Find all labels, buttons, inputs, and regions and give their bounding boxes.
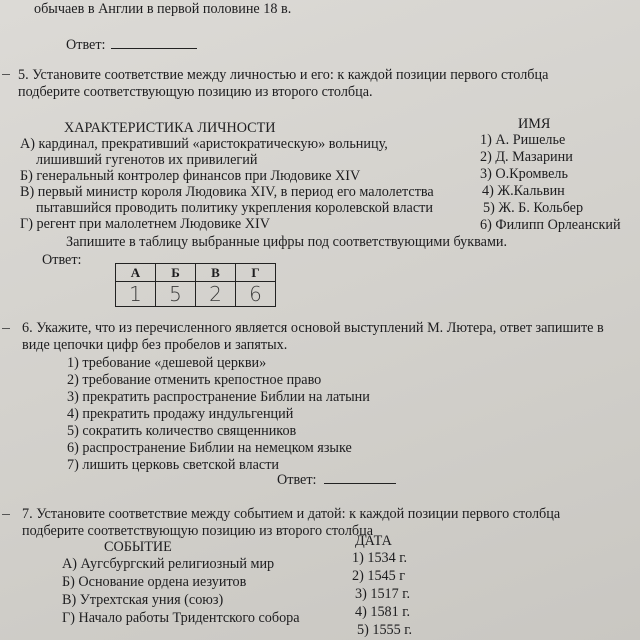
q5-answer-label: Ответ:	[42, 252, 82, 268]
q5-answer-table-header-row	[116, 264, 276, 282]
q6-option: 6) распространение Библии на немецком языке	[67, 440, 352, 456]
q5-answer-cell[interactable]: 1	[116, 282, 156, 307]
q6-prompt-line2: виде цепочки цифр без пробелов и запятых.	[22, 337, 288, 353]
q5-prompt-line1: 5. Установите соответствие между личностью и его: к каждой позиции первого столбца	[18, 67, 549, 83]
q6-option: 5) сократить количество священников	[67, 423, 297, 439]
q6-option: 3) прекратить распространение Библии на латыни	[67, 389, 370, 405]
q5-instruction: Запишите в таблицу выбранные цифры под соответствующими буквами.	[66, 234, 508, 250]
q5-left-line: лишивший гугенотов их привилегий	[36, 152, 258, 168]
q5-answer-cell[interactable]: 6	[236, 282, 276, 307]
q7-date-option: 1) 1534 г.	[352, 550, 408, 566]
q5-answer-cell[interactable]: 5	[156, 282, 196, 307]
q7-prompt-line2: подберите соответствующую позицию из второго столбца	[22, 523, 374, 539]
q5-left-line: пытавшийся проводить политику укрепления королевской власти	[36, 200, 433, 216]
q6-answer-row	[277, 471, 396, 488]
q5-left-line: А) кардинал, прекративший «аристократическую» вольницу,	[20, 136, 388, 152]
intro-line: обычаев в Англии в первой половине 18 в.	[34, 1, 292, 17]
q6-option: 2) требование отменить крепостное право	[67, 372, 322, 388]
q7-left-header: СОБЫТИЕ	[104, 539, 172, 555]
top-answer-label: Ответ:	[66, 37, 106, 53]
q5-table-header: Г	[236, 264, 276, 282]
q5-right-header: ИМЯ	[518, 116, 551, 132]
q7-date-option: 3) 1517 г.	[355, 586, 411, 602]
q5-name-option: 2) Д. Мазарини	[480, 149, 573, 165]
q5-table-header: В	[196, 264, 236, 282]
q7-right-header: ДАТА	[355, 533, 392, 549]
q5-left-line: В) первый министр короля Людовика XIV, в период его малолетства	[20, 184, 434, 200]
q5-name-option: 1) А. Ришелье	[480, 132, 566, 148]
q5-marker	[2, 74, 10, 75]
q7-marker	[2, 514, 10, 515]
q7-date-option: 4) 1581 г.	[355, 604, 411, 620]
q5-answer-cell[interactable]: 2	[196, 282, 236, 307]
q6-answer-blank[interactable]	[324, 471, 396, 484]
q6-marker	[2, 328, 10, 329]
q7-date-option: 2) 1545 г	[352, 568, 406, 584]
q7-event-item: Б) Основание ордена иезуитов	[62, 574, 247, 590]
q5-name-option: 3) О.Кромвель	[480, 166, 568, 182]
q5-left-line: Г) регент при малолетнем Людовике XIV	[20, 216, 270, 232]
q5-table-header: Б	[156, 264, 196, 282]
q7-prompt-line1: 7. Установите соответствие между событием и датой: к каждой позиции первого столбца	[22, 506, 561, 522]
q5-name-option: 6) Филипп Орлеанский	[480, 217, 621, 233]
q5-left-line: Б) генеральный контролер финансов при Людовике XIV	[20, 168, 361, 184]
q6-option: 1) требование «дешевой церкви»	[67, 355, 267, 371]
q6-option: 7) лишить церковь светской власти	[67, 457, 280, 473]
q5-name-option: 5) Ж. Б. Кольбер	[483, 200, 584, 216]
q5-prompt-line2: подберите соответствующую позицию из второго столбца.	[18, 84, 373, 100]
q7-date-option: 5) 1555 г.	[357, 622, 413, 638]
top-answer-row	[66, 36, 197, 53]
q5-left-header: ХАРАКТЕРИСТИКА ЛИЧНОСТИ	[64, 120, 276, 136]
top-answer-blank[interactable]	[111, 36, 197, 49]
q7-event-item: А) Аугсбургский религиозный мир	[62, 556, 275, 572]
q5-answer-table-value-row	[116, 282, 276, 307]
q7-event-item: В) Утрехтская уния (союз)	[62, 592, 224, 608]
q7-event-item: Г) Начало работы Тридентского собора	[62, 610, 300, 626]
q6-prompt-line1: 6. Укажите, что из перечисленного является основой выступлений М. Лютера, ответ запишите в	[22, 320, 604, 336]
q6-answer-label: Ответ:	[277, 472, 317, 488]
q5-answer-table	[115, 263, 276, 307]
q5-table-header: А	[116, 264, 156, 282]
q5-name-option: 4) Ж.Кальвин	[482, 183, 565, 199]
q6-option: 4) прекратить продажу индульгенций	[67, 406, 294, 422]
